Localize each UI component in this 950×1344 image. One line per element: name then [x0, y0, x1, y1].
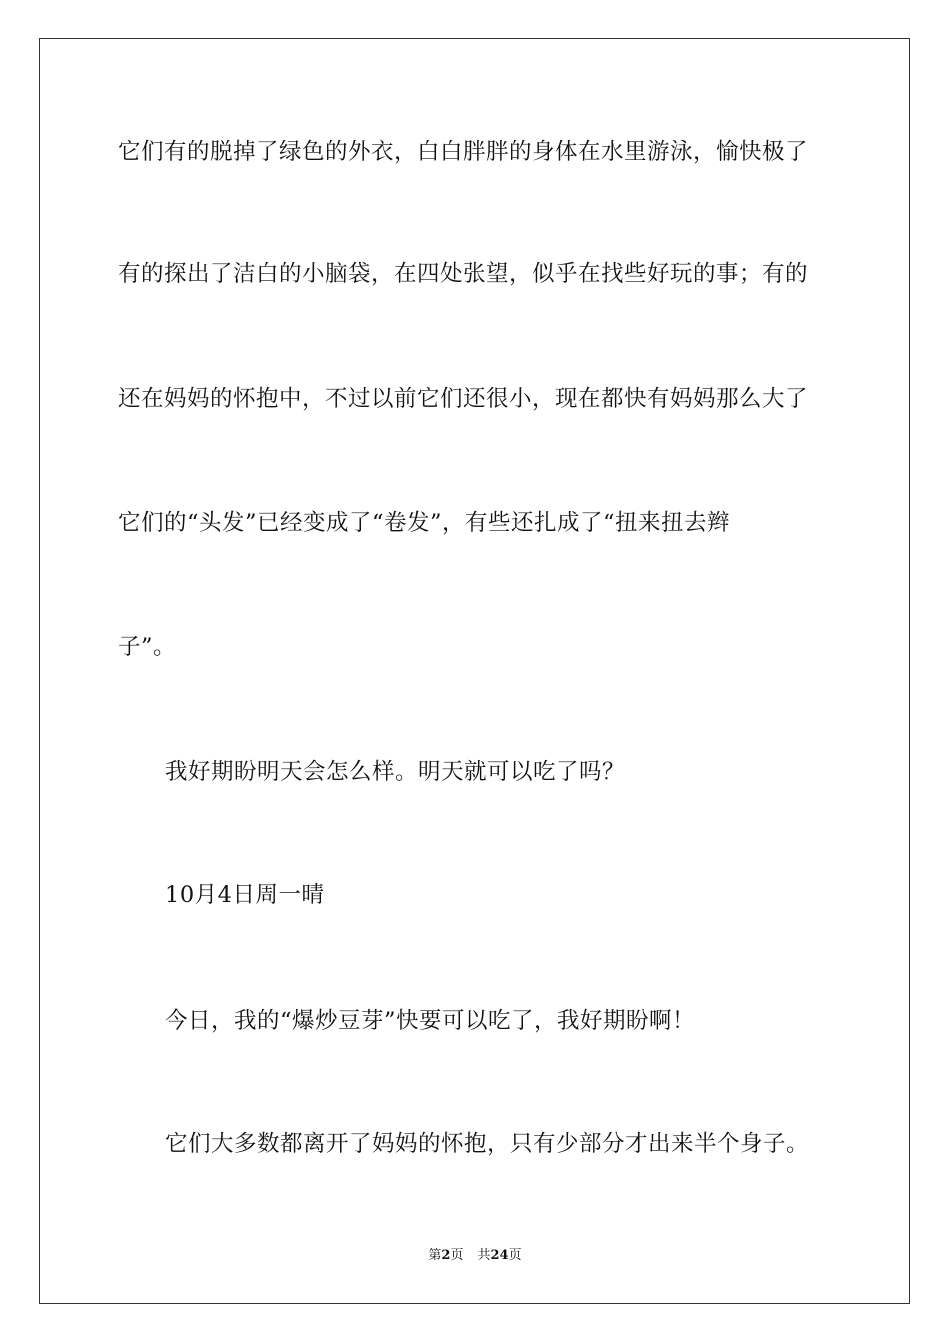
paragraph-line-6: 我好期盼明天会怎么样。明天就可以吃了吗？ [165, 759, 626, 785]
paragraph-line-9: 它们大多数都离开了妈妈的怀抱，只有少部分才出来半个身子。 [165, 1131, 810, 1157]
paragraph-line-2: 有的探出了洁白的小脑袋，在四处张望，似乎在找些好玩的事；有的 [118, 261, 809, 287]
date-line: 10月4日周一晴 [165, 882, 325, 908]
paragraph-line-1: 它们有的脱掉了绿色的外衣，白白胖胖的身体在水里游泳，愉快极了 [118, 139, 809, 165]
footer-page-suffix: 页 [450, 1248, 464, 1263]
paragraph-line-3: 还在妈妈的怀抱中，不过以前它们还很小，现在都快有妈妈那么大了 [118, 386, 809, 412]
footer-total-number: 24 [490, 1248, 509, 1263]
footer-page-prefix: 第 [428, 1248, 442, 1263]
page-border [39, 38, 910, 1304]
footer-total-suffix: 页 [508, 1248, 522, 1263]
paragraph-line-8: 今日，我的“爆炒豆芽”快要可以吃了，我好期盼啊！ [165, 1008, 696, 1034]
footer-total-prefix: 共 [477, 1248, 491, 1263]
paragraph-line-5: 子”。 [118, 634, 177, 660]
page-footer [0, 1247, 950, 1265]
paragraph-line-4: 它们的“头发”已经变成了“卷发”，有些还扎成了“扭来扭去辫 [118, 510, 731, 536]
footer-page-number: 2 [441, 1248, 451, 1263]
